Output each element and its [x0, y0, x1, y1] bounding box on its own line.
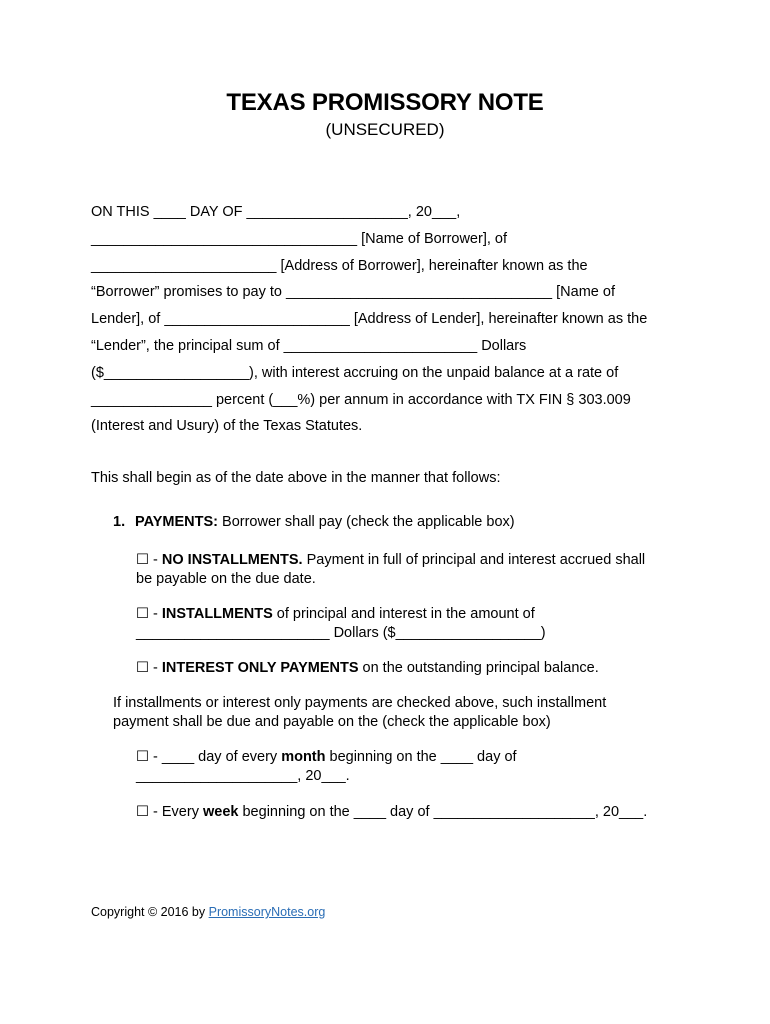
intro-line: _______________________ [Address of Borrower], hereinafter known as the — [91, 257, 588, 274]
option-text-line2: ____________________, 20___. — [136, 768, 350, 784]
intro-line: ($__________________), with interest accruing on the unpaid balance at a rate of — [91, 364, 619, 381]
option-text: Payment in full of principal and interest accrued shall — [302, 552, 646, 568]
document-subtitle: (UNSECURED) — [325, 120, 445, 139]
copyright-footer — [91, 905, 325, 919]
schedule-line: If installments or interest only payments are checked above, such installment — [113, 695, 607, 711]
intro-line: _______________ percent (___%) per annum in accordance with TX FIN § 303.009 — [91, 391, 631, 408]
option-text-line2: be payable on the due date. — [136, 571, 316, 587]
option-installments[interactable] — [136, 605, 546, 643]
intro-line: (Interest and Usury) of the Texas Statutes. — [91, 418, 363, 435]
begin-paragraph: This shall begin as of the date above in the manner that follows: — [91, 470, 501, 486]
schedule-line: payment shall be due and payable on the (check the applicable box) — [113, 714, 551, 730]
checkbox-text: ☐ - Every — [136, 804, 203, 820]
intro-line: ON THIS ____ DAY OF ____________________, 20___, — [91, 204, 461, 220]
option-no-installments[interactable] — [136, 551, 645, 589]
schedule-paragraph — [113, 694, 606, 732]
option-text: of principal and interest in the amount of — [272, 606, 535, 622]
option-label: INTEREST ONLY PAYMENTS — [161, 660, 359, 676]
checkbox-text: ☐ - — [136, 552, 162, 568]
option-text: on the outstanding principal balance. — [358, 660, 599, 676]
option-interest-only[interactable] — [136, 659, 599, 678]
option-weekly[interactable] — [136, 803, 647, 822]
intro-paragraph — [91, 199, 691, 440]
checkbox-text: ☐ - — [136, 606, 162, 622]
intro-line: _________________________________ [Name of Borrower], of — [91, 230, 508, 247]
intro-line: “Borrower” promises to pay to _________________________________ [Name of — [91, 284, 615, 301]
document-title: TEXAS PROMISSORY NOTE — [226, 89, 544, 116]
intro-line: “Lender”, the principal sum of ________________________ Dollars — [91, 337, 527, 354]
payments-label: PAYMENTS: — [135, 514, 218, 530]
option-monthly[interactable] — [136, 748, 517, 786]
checkbox-text: ☐ - — [136, 660, 162, 676]
checkbox-text: ☐ - ____ day of every — [136, 749, 282, 765]
option-text-line2: ________________________ Dollars ($__________________) — [136, 625, 546, 641]
option-label: week — [202, 804, 239, 820]
option-label: INSTALLMENTS — [161, 606, 273, 622]
intro-line: Lender], of _______________________ [Address of Lender], hereinafter known as the — [91, 311, 648, 328]
option-text: beginning on the ____ day of — [325, 749, 517, 765]
promissorynotes-link[interactable]: PromissoryNotes.org — [208, 905, 326, 919]
option-label: month — [281, 749, 326, 765]
copyright-text: Copyright © 2016 by — [91, 905, 209, 919]
payments-instruction: Borrower shall pay (check the applicable box) — [218, 514, 515, 530]
option-text: beginning on the ____ day of ____________________, 20___. — [238, 804, 648, 820]
payments-heading — [113, 514, 515, 530]
section-number: 1. — [113, 514, 126, 530]
option-label: NO INSTALLMENTS. — [161, 552, 303, 568]
